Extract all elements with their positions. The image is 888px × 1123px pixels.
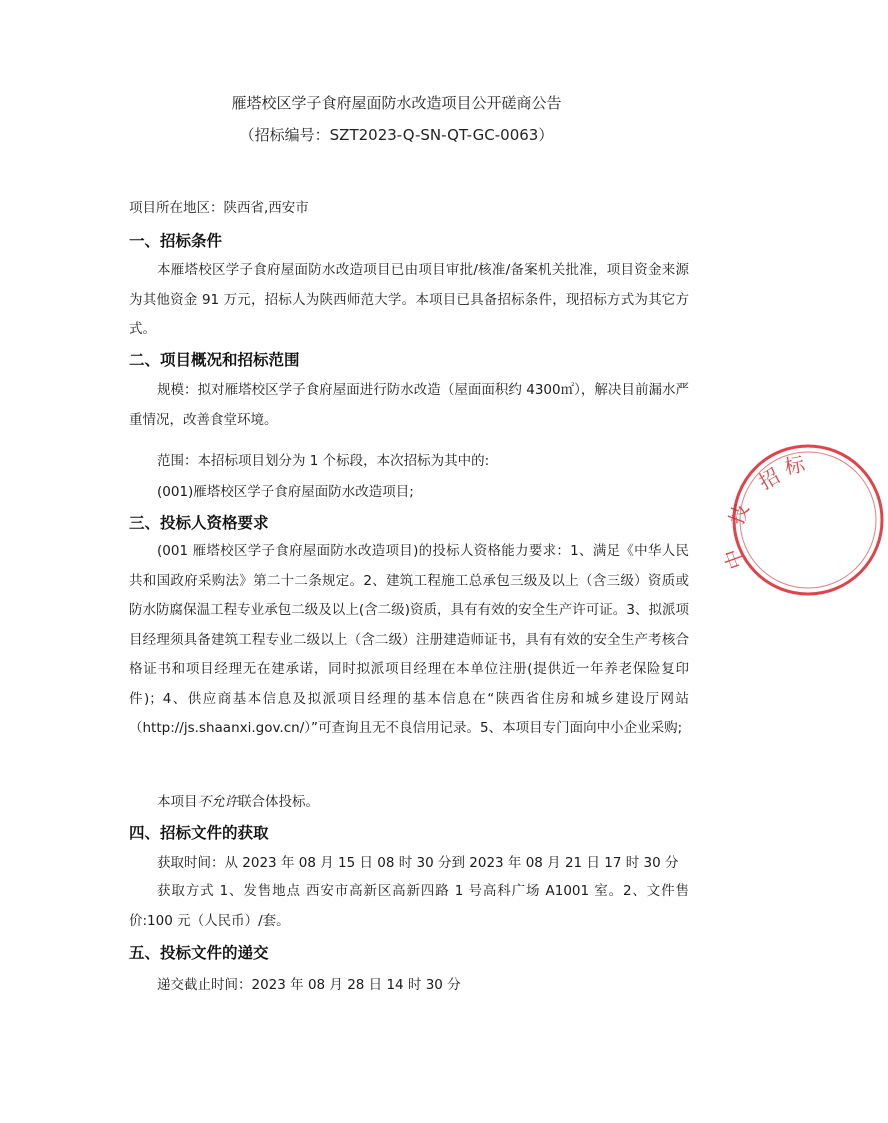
section-heading-5: 五、投标文件的递交 xyxy=(129,944,269,962)
svg-text:技: 技 xyxy=(724,500,754,528)
section-heading-4: 四、招标文件的获取 xyxy=(129,824,269,842)
section-2-range: 范围：本招标项目划分为 1 个标段，本次招标为其中的: xyxy=(157,453,490,469)
section-4-time: 获取时间：从 2023 年 08 月 15 日 08 时 30 分到 2023 年 08 月 21 日 17 时 30 分 xyxy=(157,855,679,871)
project-region: 项目所在地区：陕西省,西安市 xyxy=(129,200,309,216)
section-3-requirements: (001 雁塔校区学子食府屋面防水改造项目)的投标人资格能力要求：1、满足《中华人民共和国政府采购法》第二十二条规定。2、建筑工程施工总承包三级及以上（含三级）资质或防水防腐保温工程专业承包二级及以上(含二级)资质，具有有效的安全生产许可证。3、拟派项目经理须具备建筑工程专业二级以上（含二级）注册建造师证书，具有有效的安全生产考核合格证书和项目经理无在建承诺，同时拟派项目经理在本单位注册(提供近一年养老保险复印件)；4、供应商基本信息及拟派项目经理的基本信息在“陕西省住房和城乡建设厅网站（http://js.shaanxi.gov.cn/）”可查询且无不良信用记录。5、本项目专门面向中小企业采购; xyxy=(129,543,689,736)
svg-text:中: 中 xyxy=(719,545,749,573)
section-heading-2: 二、项目概况和招标范围 xyxy=(129,351,300,369)
section-5-deadline: 递交截止时间：2023 年 08 月 28 日 14 时 30 分 xyxy=(157,977,461,993)
section-1-paragraph: 本雁塔校区学子食府屋面防水改造项目已由项目审批/核准/备案机关批准，项目资金来源为其他资金 91 万元，招标人为陕西师范大学。本项目已具备招标条件，现招标方式为其它方式。 xyxy=(129,262,689,337)
official-seal-stamp xyxy=(719,440,888,600)
bid-number: （招标编号：SZT2023-Q-SN-QT-GC-0063） xyxy=(239,126,554,144)
joint-suffix: 联合体投标。 xyxy=(238,794,319,810)
section-heading-3: 三、投标人资格要求 xyxy=(129,514,269,532)
section-4-method: 获取方式 1、发售地点 西安市高新区高新四路 1 号高科广场 A1001 室。2、文件售价:100 元（人民币）/套。 xyxy=(129,883,689,929)
svg-text:招: 招 xyxy=(754,463,784,495)
joint-prefix: 本项目 xyxy=(157,794,198,810)
section-heading-1: 一、招标条件 xyxy=(129,232,223,250)
section-2-lot: (001)雁塔校区学子食府屋面防水改造项目; xyxy=(157,484,414,500)
joint-not-allowed: 不允许 xyxy=(197,794,238,810)
document-title: 雁塔校区学子食府屋面防水改造项目公开磋商公告 xyxy=(231,94,562,112)
svg-text:标: 标 xyxy=(782,451,807,479)
section-3-joint-bid xyxy=(157,790,319,810)
section-2-scale: 规模：拟对雁塔校区学子食府屋面进行防水改造（屋面面积约 4300㎡），解决目前漏水严重情况，改善食堂环境。 xyxy=(129,382,689,428)
